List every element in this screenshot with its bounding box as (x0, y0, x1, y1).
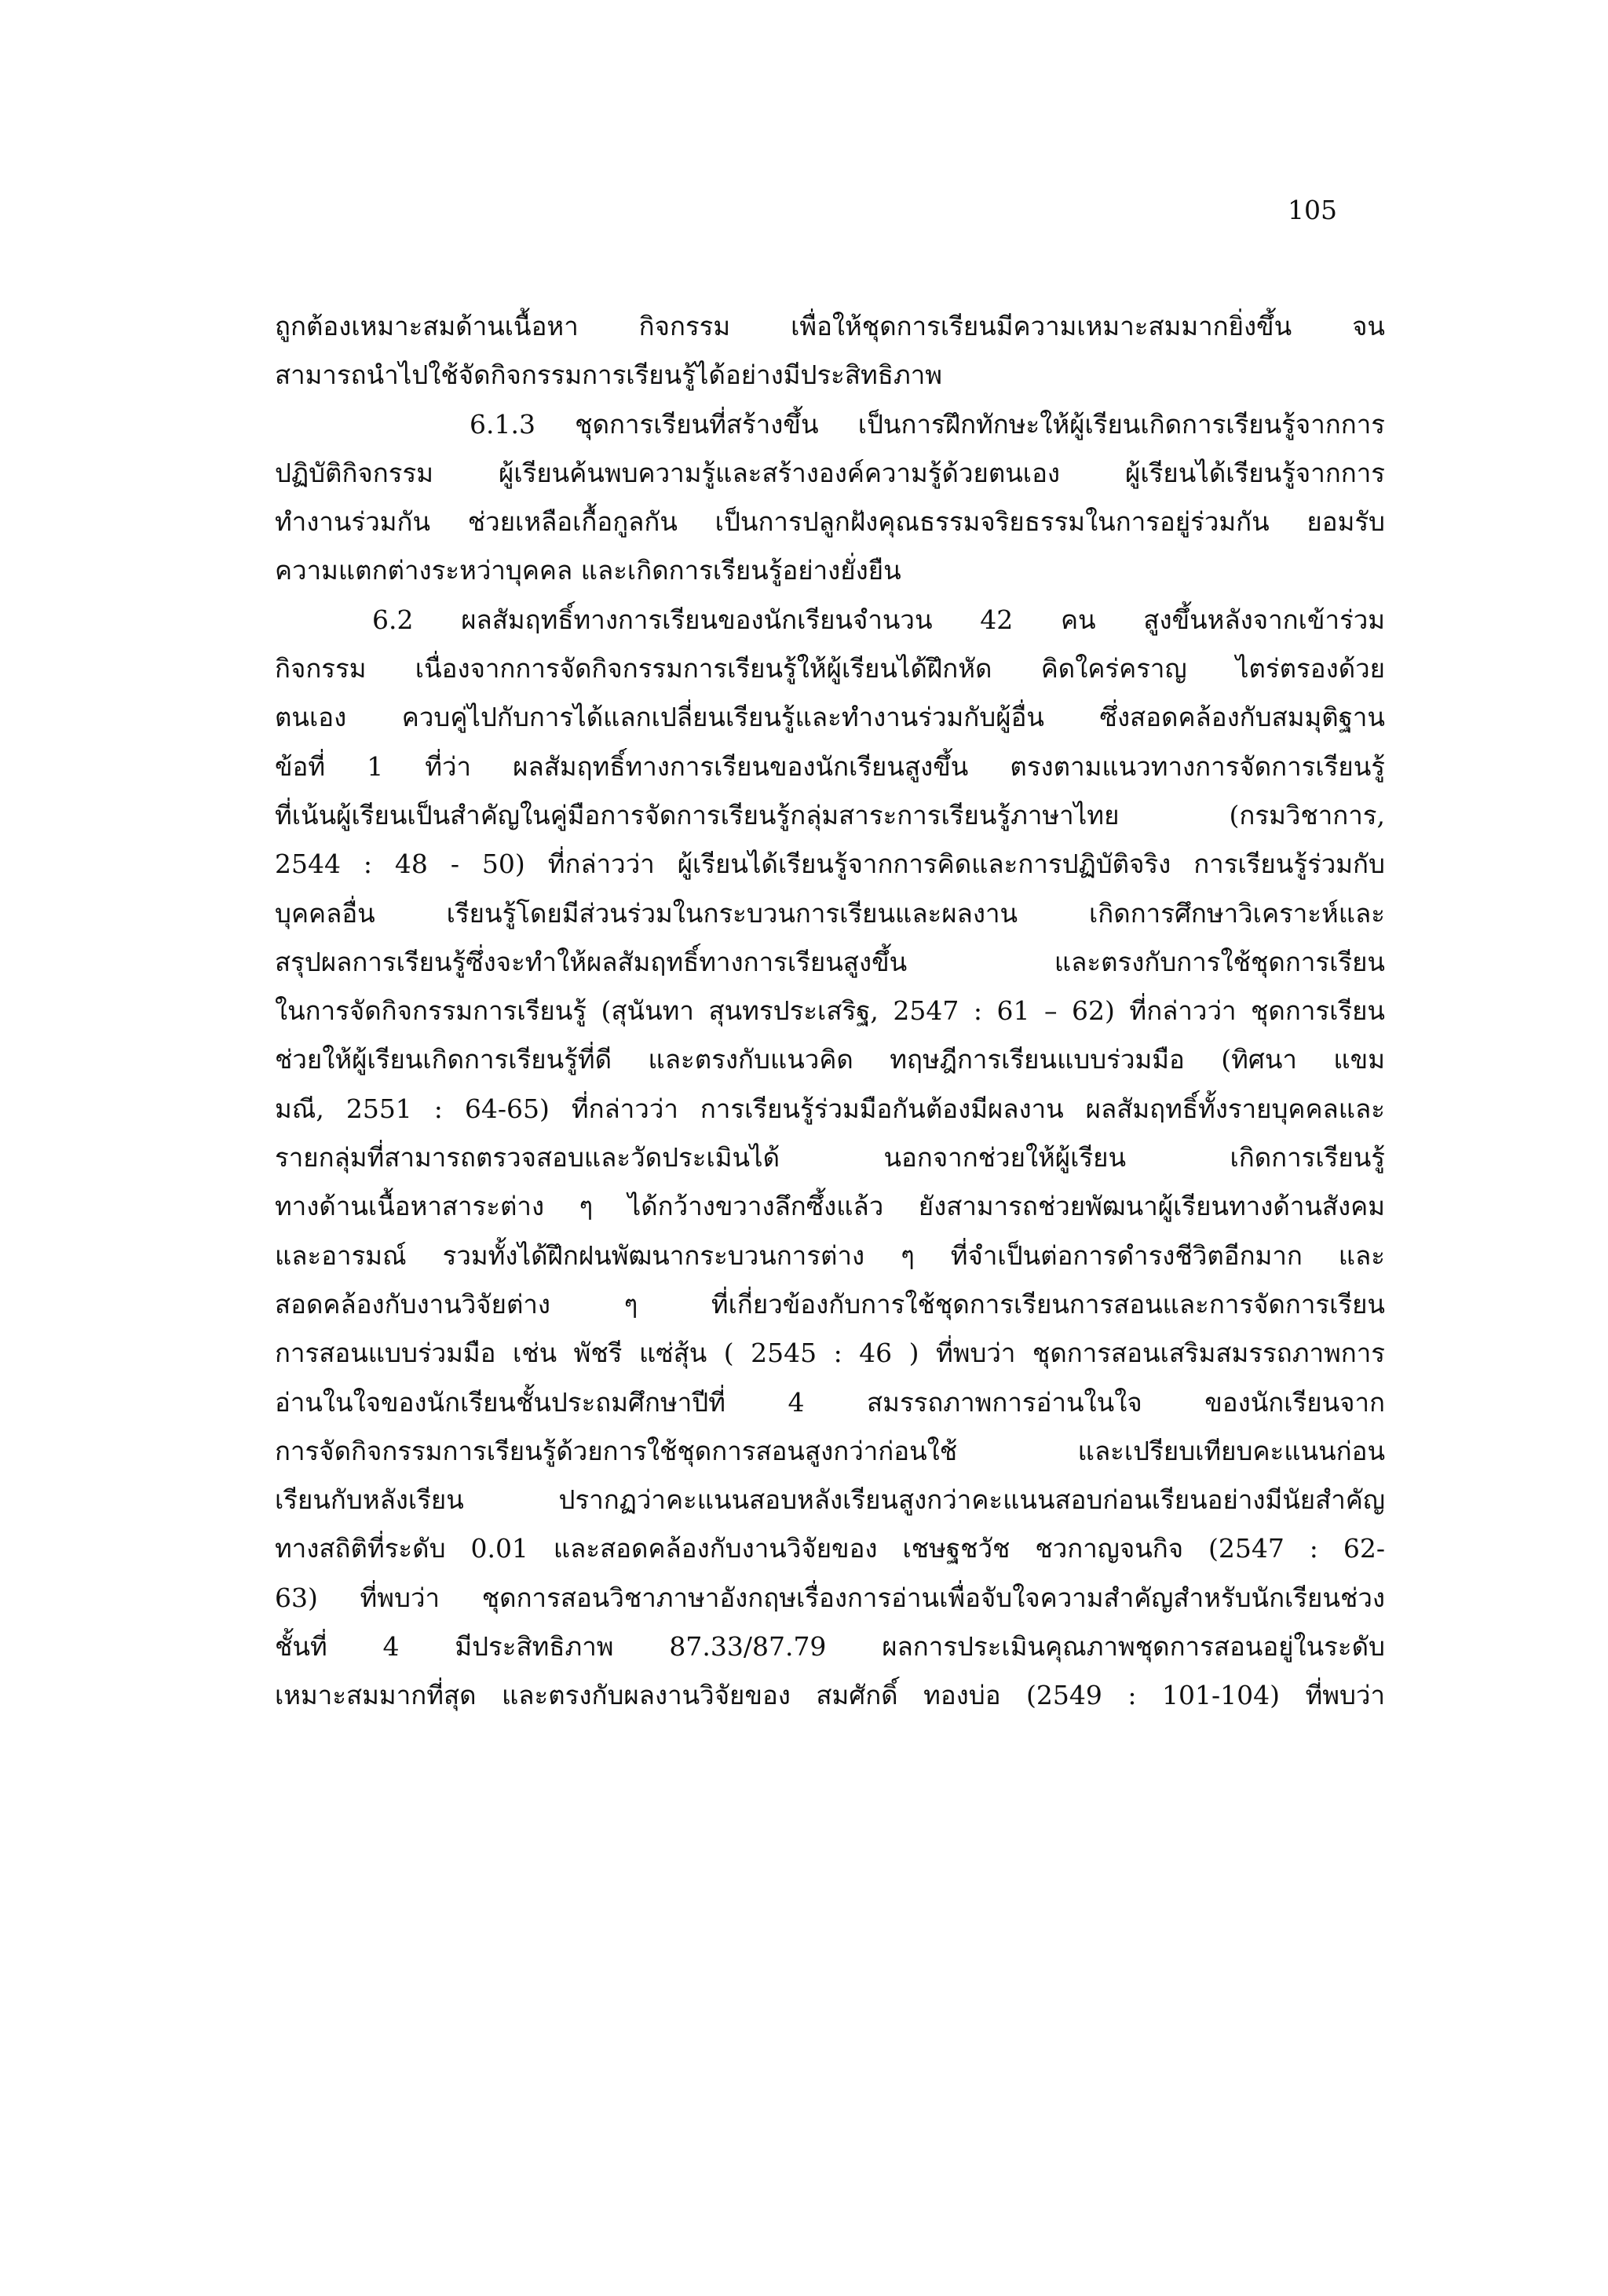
text-line: ข้อที่ 1 ที่ว่า ผลสัมฤทธิ์ทางการเรียนของนักเรียนสูงขึ้น ตรงตามแนวทางการจัดการเรียนรู้ (275, 750, 1385, 782)
text-line: ปฏิบัติกิจกรรม ผู้เรียนค้นพบความรู้และสร้างองค์ความรู้ด้วยตนเอง ผู้เรียนได้เรียนรู้จากการ (275, 457, 1385, 488)
text-line: ชั้นที่ 4 มีประสิทธิภาพ 87.33/87.79 ผลการประเมินคุณภาพชุดการสอนอยู่ในระดับ (275, 1631, 1385, 1663)
text-line: 2544 : 48 - 50) ที่กล่าวว่า ผู้เรียนได้เรียนรู้จากการคิดและการปฏิบัติจริง การเรียนรู้ร่วมกับ (275, 849, 1385, 880)
text-line: รายกลุ่มที่สามารถตรวจสอบและวัดประเมินได้ นอกจากช่วยให้ผู้เรียน เกิดการเรียนรู้ (275, 1142, 1385, 1174)
text-line: เรียนกับหลังเรียน ปรากฏว่าคะแนนสอบหลังเรียนสูงกว่าคะแนนสอบก่อนเรียนอย่างมีนัยสำคัญ (275, 1484, 1385, 1516)
body-text (275, 302, 1385, 1721)
text-line: บุคคลอื่น เรียนรู้โดยมีส่วนร่วมในกระบวนการเรียนและผลงาน เกิดการศึกษาวิเคราะห์และ (275, 897, 1385, 929)
text-line: 6.2 ผลสัมฤทธิ์ทางการเรียนของนักเรียนจำนวน 42 คน สูงขึ้นหลังจากเข้าร่วม (372, 604, 1385, 635)
text-line: ตนเอง ควบคู่ไปกับการได้แลกเปลี่ยนเรียนรู้และทำงานร่วมกับผู้อื่น ซึ่งสอดคล้องกับสมมุติฐาน (275, 702, 1385, 733)
text-line: ถูกต้องเหมาะสมด้านเนื้อหา กิจกรรม เพื่อให้ชุดการเรียนมีความเหมาะสมมากยิ่งขึ้น จน (275, 311, 1385, 341)
text-line: กิจกรรม เนื่องจากการจัดกิจกรรมการเรียนรู้ให้ผู้เรียนได้ฝึกหัด คิดใคร่คราญ ไตร่ตรองด้วย (275, 653, 1385, 684)
text-line: และอารมณ์ รวมทั้งได้ฝึกฝนพัฒนากระบวนการต่าง ๆ ที่จำเป็นต่อการดำรงชีวิตอีกมาก และ (275, 1239, 1385, 1271)
text-line: 6.1.3 ชุดการเรียนที่สร้างขึ้น เป็นการฝึกทักษะให้ผู้เรียนเกิดการเรียนรู้จากการ (470, 408, 1385, 440)
text-line: มณี, 2551 : 64-65) ที่กล่าวว่า การเรียนรู้ร่วมมือกันต้องมีผลงาน ผลสัมฤทธิ์ทั้งรายบุคคลและ (275, 1093, 1385, 1124)
text-line: สรุปผลการเรียนรู้ซึ่งจะทำให้ผลสัมฤทธิ์ทางการเรียนสูงขึ้น และตรงกับการใช้ชุดการเรียน (275, 946, 1385, 977)
text-line: 63) ที่พบว่า ชุดการสอนวิชาภาษาอังกฤษเรื่องการอ่านเพื่อจับใจความสำคัญสำหรับนักเรียนช่วง (275, 1582, 1385, 1613)
page-number: 105 (1288, 195, 1337, 225)
text-line: การจัดกิจกรรมการเรียนรู้ด้วยการใช้ชุดการสอนสูงกว่าก่อนใช้ และเปรียบเทียบคะแนนก่อน (275, 1435, 1385, 1466)
text-line: เหมาะสมมากที่สุด และตรงกับผลงานวิจัยของ สมศักดิ์ ทองบ่อ (2549 : 101-104) ที่พบว่า (275, 1680, 1385, 1711)
text-line: สอดคล้องกับงานวิจัยต่าง ๆ ที่เกี่ยวข้องกับการใช้ชุดการเรียนการสอนและการจัดการเรียน (275, 1288, 1385, 1320)
text-line: อ่านในใจของนักเรียนชั้นประถมศึกษาปีที่ 4 สมรรถภาพการอ่านในใจ ของนักเรียนจาก (275, 1386, 1385, 1418)
text-line: ทางด้านเนื้อหาสาระต่าง ๆ ได้กว้างขวางลึกซึ้งแล้ว ยังสามารถช่วยพัฒนาผู้เรียนทางด้านสังคม (275, 1191, 1385, 1222)
text-line: ทำงานร่วมกัน ช่วยเหลือเกื้อกูลกัน เป็นการปลูกฝังคุณธรรมจริยธรรมในการอยู่ร่วมกัน ยอมรับ (275, 506, 1385, 538)
text-line: การสอนแบบร่วมมือ เช่น พัชรี แซ่สุ้น ( 2545 : 46 ) ที่พบว่า ชุดการสอนเสริมสมรรถภาพการ (275, 1338, 1385, 1369)
text-line: ความแตกต่างระหว่าบุคคล และเกิดการเรียนรู้อย่างยั่งยืน (275, 555, 901, 586)
text-line: ช่วยให้ผู้เรียนเกิดการเรียนรู้ที่ดี และตรงกับแนวคิด ทฤษฎีการเรียนแบบร่วมมือ (ทิศนา แขม (275, 1044, 1385, 1075)
text-line: ที่เน้นผู้เรียนเป็นสำคัญในคู่มือการจัดการเรียนรู้กลุ่มสาระการเรียนรู้ภาษาไทย (กรมวิชาการ, (275, 799, 1385, 830)
text-line: ในการจัดกิจกรรมการเรียนรู้ (สุนันทา สุนทรประเสริฐ, 2547 : 61 – 62) ที่กล่าวว่า ชุดการเรียน (275, 995, 1385, 1027)
text-line: สามารถนำไปใช้จัดกิจกรรมการเรียนรู้ได้อย่างมีประสิทธิภาพ (275, 360, 942, 391)
text-line: ทางสถิติที่ระดับ 0.01 และสอดคล้องกับงานวิจัยของ เชษฐชวัช ชวกาญจนกิจ (2547 : 62- (275, 1533, 1385, 1564)
